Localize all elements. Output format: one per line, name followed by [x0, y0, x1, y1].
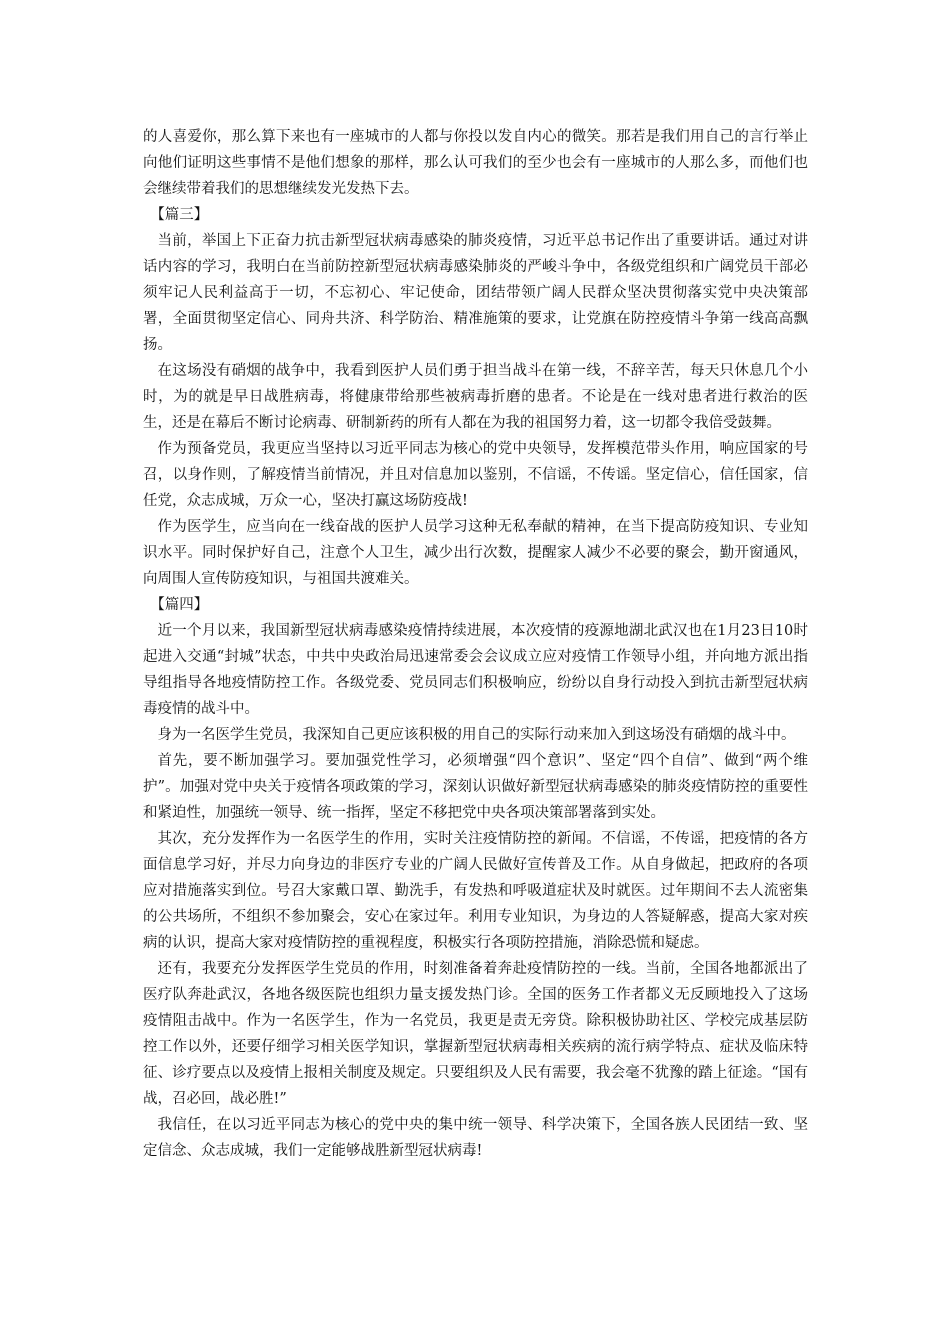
paragraph: 在这场没有硝烟的战争中，我看到医护人员们勇于担当战斗在第一线，不辞辛苦，每天只休息几个小时，为的就是早日战胜病毒，将健康带给那些被病毒折磨的患者。不论是在一线对患者进行救治的医生，还是在幕后不断讨论病毒、研制新药的所有人都在为我的祖国努力着，这一切都令我倍受鼓舞。 [143, 363, 808, 431]
paragraph: 近一个月以来，我国新型冠状病毒感染疫情持续进展，本次疫情的疫源地湖北武汉也在1月23日10时起进入交通“封城”状态，中共中央政治局迅速常委会会议成立应对疫情工作领导小组，并向地方派出指导组指导各地疫情防控工作。各级党委、党员同志们积极响应，纷纷以自身行动投入到抗击新型冠状病毒疫情的战斗中。 [143, 623, 808, 717]
document-page [143, 124, 808, 1164]
paragraph: 作为预备党员，我更应当坚持以习近平同志为核心的党中央领导，发挥模范带头作用，响应国家的号召，以身作则，了解疫情当前情况，并且对信息加以鉴别，不信谣，不传谣。坚定信心，信任国家，信任党，众志成城，万众一心，坚决打赢这场防疫战! [143, 441, 808, 509]
paragraph: 我信任，在以习近平同志为核心的党中央的集中统一领导、科学决策下，全国各族人民团结一致、坚定信念、众志成城，我们一定能够战胜新型冠状病毒! [143, 1117, 808, 1159]
paragraph: 作为医学生，应当向在一线奋战的医护人员学习这种无私奉献的精神，在当下提高防疫知识、专业知识水平。同时保护好自己，注意个人卫生，减少出行次数，提醒家人减少不必要的聚会，勤开窗通风，向周围人宣传防疫知识，与祖国共渡难关。 [143, 519, 808, 587]
paragraph: 的人喜爱你，那么算下来也有一座城市的人都与你投以发自内心的微笑。那若是我们用自己的言行举止向他们证明这些事情不是他们想象的那样，那么认可我们的至少也会有一座城市的人那么多，而他们也会继续带着我们的思想继续发光发热下去。 [143, 129, 808, 197]
paragraph: 还有，我要充分发挥医学生党员的作用，时刻准备着奔赴疫情防控的一线。当前，全国各地都派出了医疗队奔赴武汉，各地各级医院也组织力量支援发热门诊。全国的医务工作者都义无反顾地投入了这场疫情阻击战中。作为一名医学生，作为一名党员，我更是责无旁贷。除积极协助社区、学校完成基层防控工作以外，还要仔细学习相关医学知识，掌握新型冠状病毒相关疾病的流行病学特点、症状及临床特征、诊疗要点以及疫情上报相关制度及规定。只要组织及人民有需要，我会毫不犹豫的踏上征途。“国有战，召必回，战必胜!” [143, 961, 808, 1107]
paragraph: 当前，举国上下正奋力抗击新型冠状病毒感染的肺炎疫情，习近平总书记作出了重要讲话。通过对讲话内容的学习，我明白在当前防控新型冠状病毒感染肺炎的严峻斗争中，各级党组织和广阔党员干部必须牢记人民利益高于一切，不忘初心、牢记使命，团结带领广阔人民群众坚决贯彻落实党中央决策部署，全面贯彻坚定信心、同舟共济、科学防治、精准施策的要求，让党旗在防控疫情斗争第一线高高飘扬。 [143, 233, 808, 353]
paragraph: 身为一名医学生党员，我深知自己更应该积极的用自己的实际行动来加入到这场没有硝烟的战斗中。 [157, 727, 796, 743]
section-heading: 【篇三】 [150, 207, 209, 223]
paragraph: 其次，充分发挥作为一名医学生的作用，实时关注疫情防控的新闻。不信谣，不传谣，把疫情的各方面信息学习好，并尽力向身边的非医疗专业的广阔人民做好宣传普及工作。从自身做起，把政府的各项应对措施落实到位。号召大家戴口罩、勤洗手，有发热和呼吸道症状及时就医。过年期间不去人流密集的公共场所，不组织不参加聚会，安心在家过年。利用专业知识，为身边的人答疑解惑，提高大家对疾病的认识，提高大家对疫情防控的重视程度，积极实行各项防控措施，消除恐慌和疑虑。 [143, 831, 808, 951]
paragraph: 首先，要不断加强学习。要加强党性学习，必须增强“四个意识”、坚定“四个自信”、做到“两个维护”。加强对党中央关于疫情各项政策的学习，深刻认识做好新型冠状病毒感染的肺炎疫情防控的重要性和紧迫性，加强统一领导、统一指挥，坚定不移把党中央各项决策部署落到实处。 [143, 753, 808, 821]
section-heading: 【篇四】 [150, 597, 209, 613]
